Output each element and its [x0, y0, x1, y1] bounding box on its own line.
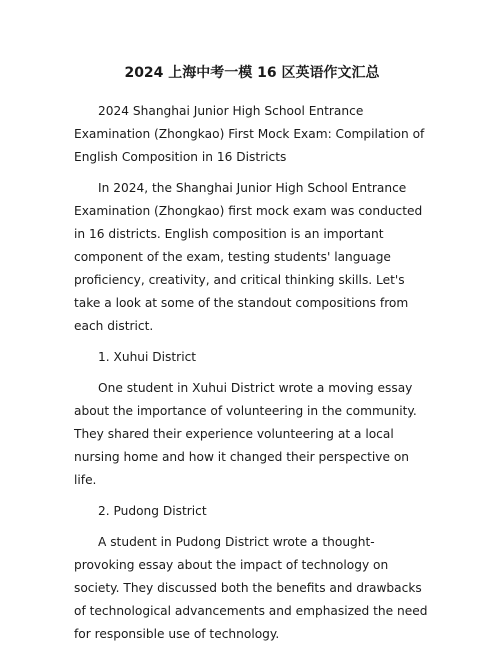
paragraph-xuhui: One student in Xuhui District wrote a moving essay about the importance of volunteering in the community. They shared their experience volunteering at a local nursing home and how it changed their perspective on life.	[74, 381, 417, 487]
section-heading-xuhui: 1. Xuhui District	[98, 350, 197, 364]
paragraph-overview: In 2024, the Shanghai Junior High School Entrance Examination (Zhongkao) first mock exam was conducted in 16 districts. English composition is an important component of the exam, testing students' language proficiency, creativity, and critical thinking skills. Let's take a look at some of the standout compositions from each district.	[74, 181, 423, 333]
section-heading-pudong: 2. Pudong District	[98, 504, 207, 518]
paragraph-intro-heading: 2024 Shanghai Junior High School Entrance Examination (Zhongkao) First Mock Exam: Compilation of English Composition in 16 Districts	[74, 104, 425, 164]
document-title: 2024 上海中考一模 16 区英语作文汇总	[124, 65, 380, 81]
paragraph-pudong: A student in Pudong District wrote a thought-provoking essay about the impact of technology on society. They discussed both the benefits and drawbacks of technological advancements and emphasized the need for responsible use of technology.	[74, 535, 428, 641]
document-page	[74, 62, 430, 654]
